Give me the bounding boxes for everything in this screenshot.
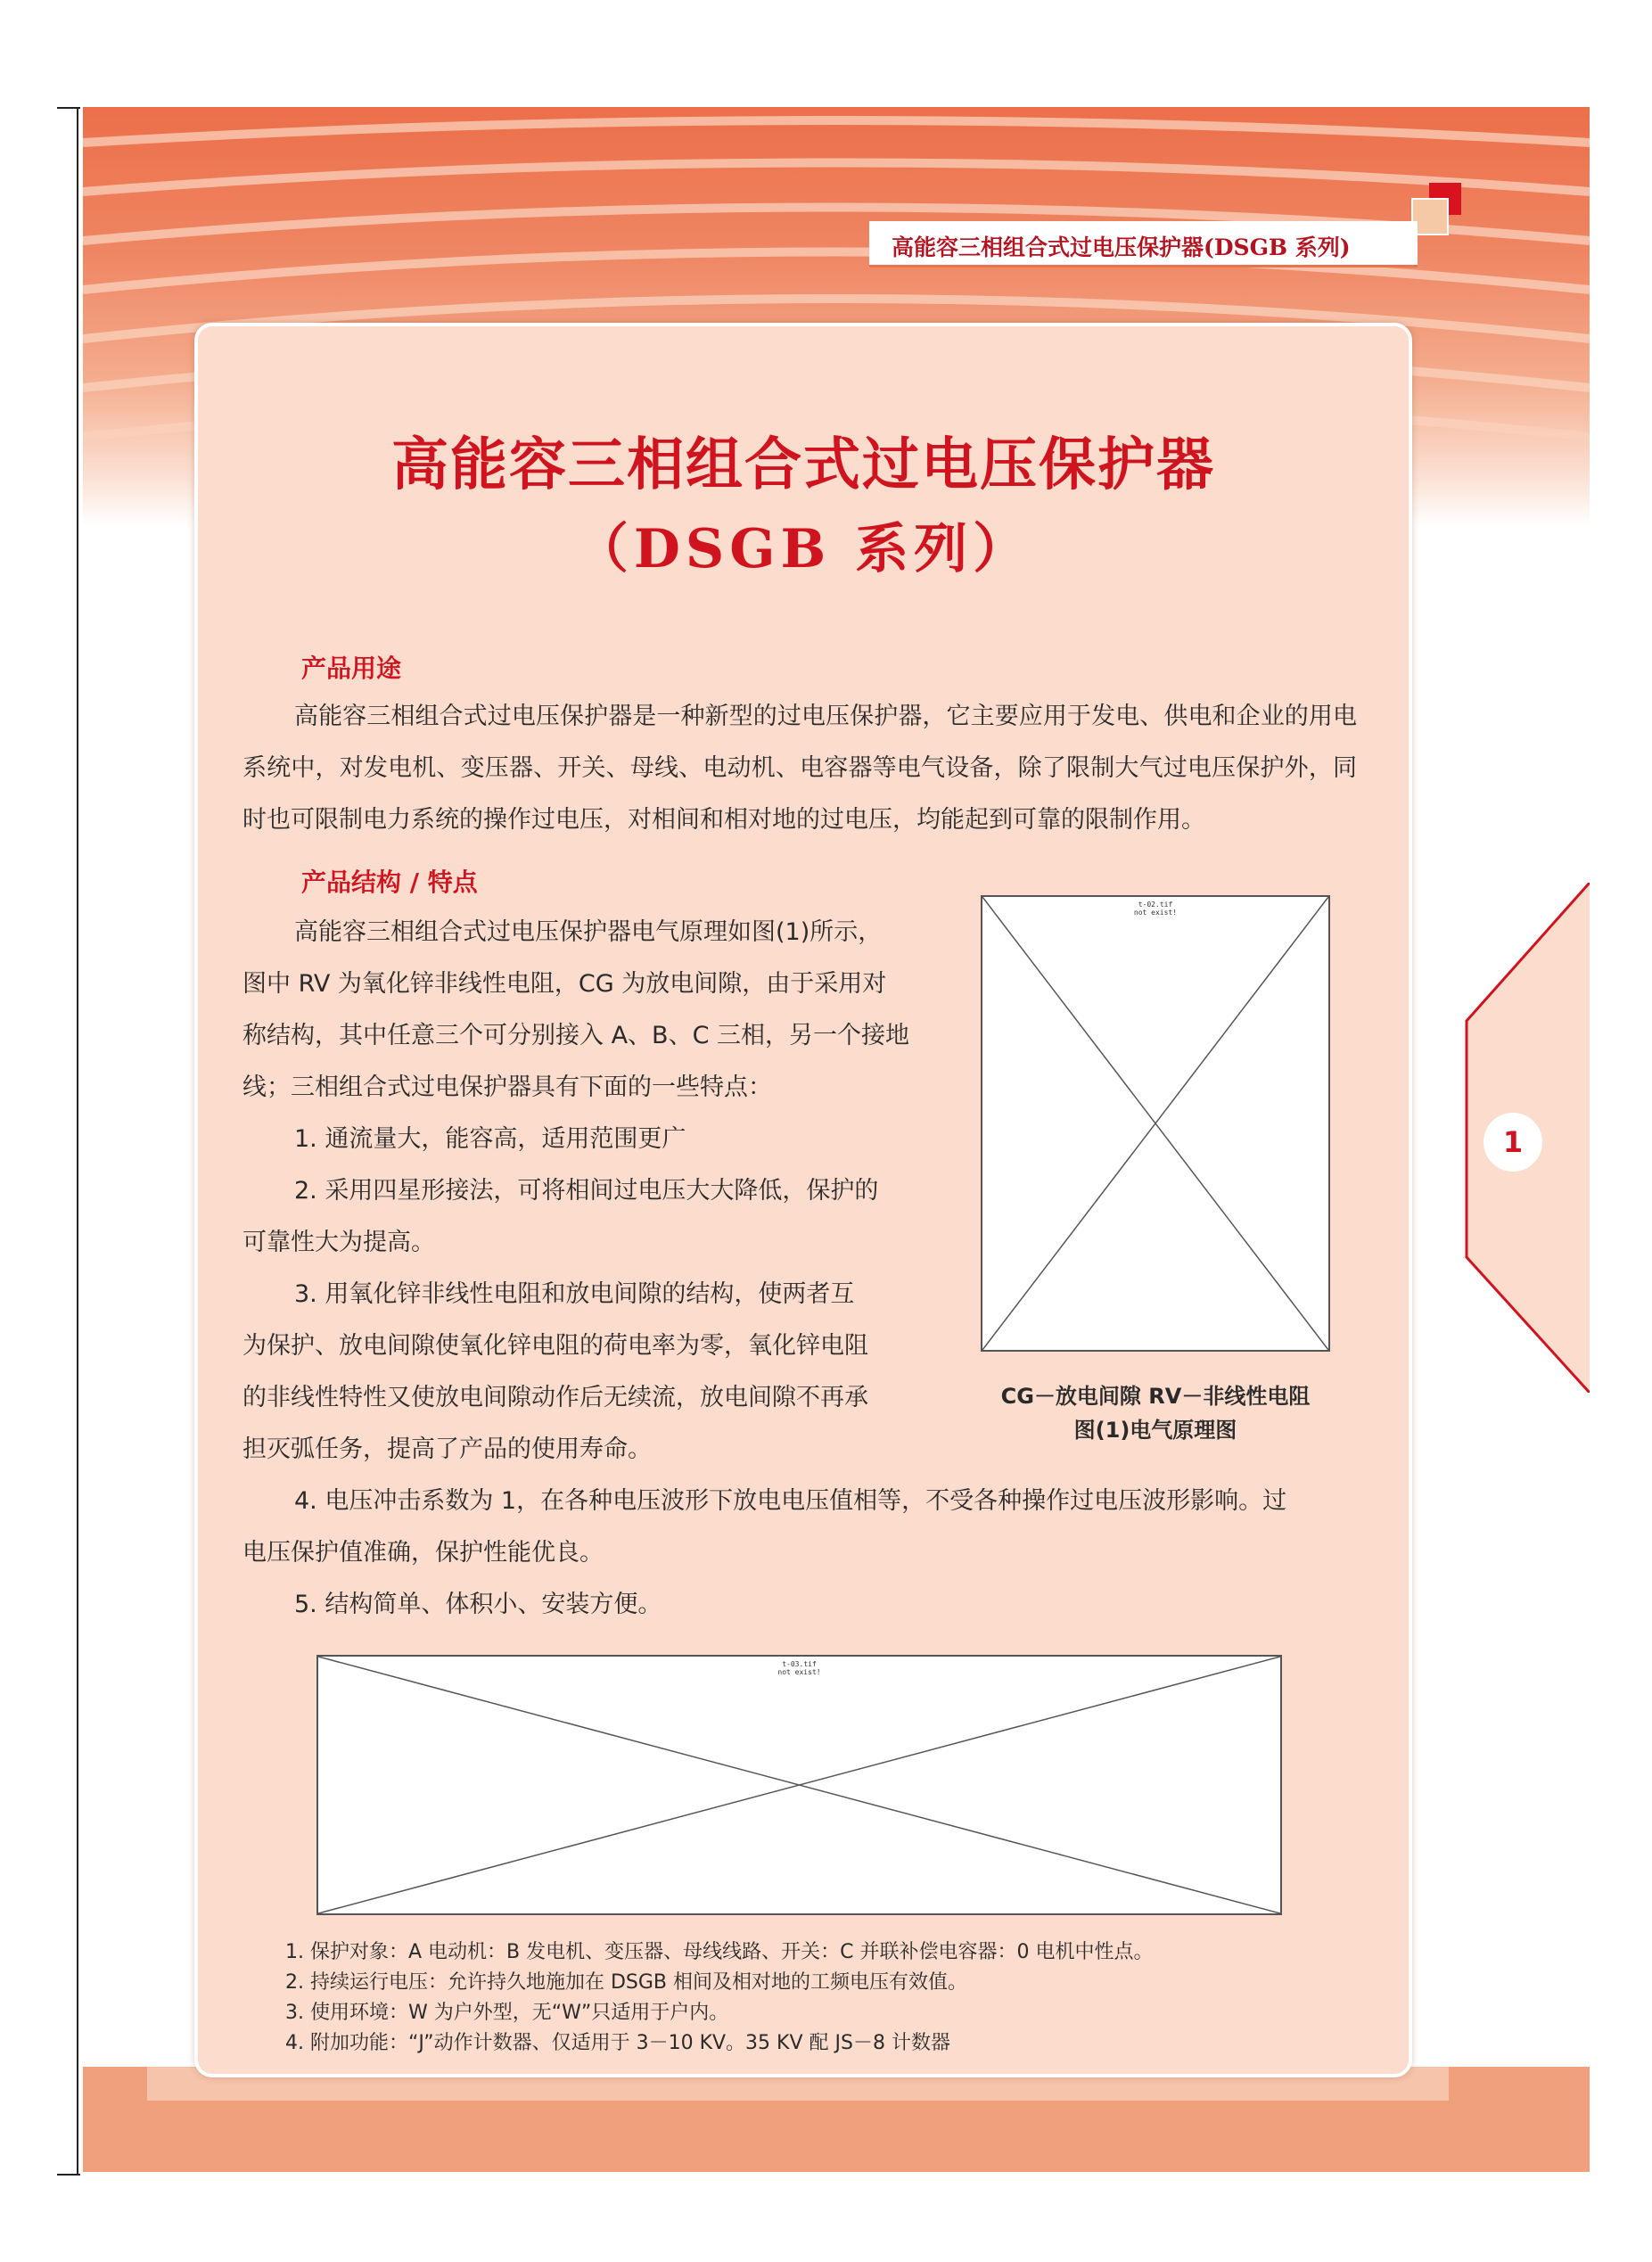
body-line: 图中 RV 为氧化锌非线性电阻，CG 为放电间隙，由于采用对: [242, 970, 887, 998]
note-item: 3. 使用环境：W 为户外型，无“W”只适用于户内。: [285, 2002, 729, 2024]
figure-2-placeholder: [316, 1655, 1282, 1915]
figure-1-missing-label: t-02.tif not exist!: [1133, 901, 1178, 917]
note-item: 4. 附加功能：“J”动作计数器、仅适用于 3－10 KV。35 KV 配 JS－8 计数器: [285, 2032, 950, 2054]
body-line: 的非线性特性又使放电间隙动作后无续流，放电间隙不再承: [242, 1384, 868, 1411]
footer-band: [83, 2067, 1590, 2172]
body-line: 电压保护值准确，保护性能优良。: [242, 1539, 604, 1567]
feature-item: 1. 通流量大，能容高，适用范围更广: [294, 1125, 686, 1153]
body-line: 线；三相组合式过电保护器具有下面的一些特点：: [242, 1073, 772, 1101]
feature-item: 2. 采用四星形接法，可将相间过电压大大降低，保护的: [294, 1177, 879, 1205]
section-heading-usage: 产品用途: [301, 654, 402, 683]
body-line: 担灭弧任务，提高了产品的使用寿命。: [242, 1435, 652, 1463]
body-line: 高能容三相组合式过电压保护器电气原理如图(1)所示，: [294, 918, 883, 946]
figure-1-caption: 图(1)电气原理图: [1073, 1418, 1237, 1443]
page-subtitle: （DSGB 系列）: [574, 518, 1032, 580]
figure-2-missing-label: t-03.tif not exist!: [777, 1660, 821, 1676]
page-title: 高能容三相组合式过电压保护器: [391, 432, 1215, 498]
crop-mark-bottom: [57, 2174, 80, 2176]
body-line: 为保护、放电间隙使氧化锌电阻的荷电率为零，氧化锌电阻: [242, 1332, 868, 1360]
note-item: 1. 保护对象：A 电动机：B 发电机、变压器、母线线路、开关：C 并联补偿电容器：0 电机中性点。: [285, 1941, 1154, 1963]
running-header: 高能容三相组合式过电压保护器(DSGB 系列): [892, 234, 1351, 260]
crop-mark-left: [77, 107, 78, 2176]
figure-1-placeholder: [981, 895, 1330, 1352]
note-item: 2. 持续运行电压：允许持久地施加在 DSGB 相间及相对地的工频电压有效值。: [285, 1971, 968, 1994]
figure-1-legend: CG－放电间隙 RV－非线性电阻: [1000, 1384, 1311, 1409]
feature-item: 3. 用氧化锌非线性电阻和放电间隙的结构，使两者互: [294, 1280, 855, 1308]
section-heading-structure: 产品结构 / 特点: [301, 868, 478, 897]
body-line: 称结构，其中任意三个可分别接入 A、B、C 三相，另一个接地: [242, 1022, 910, 1049]
section-usage-body: 高能容三相组合式过电压保护器是一种新型的过电压保护器，它主要应用于发电、供电和企业的用电系统中，对发电机、变压器、开关、母线、电动机、电容器等电气设备，除了限制大气过电压保护外，同时也可限制电力系统的操作过电压，对相间和相对地的过电压，均能起到可靠的限制作用。: [242, 703, 1357, 834]
page-number: 1: [1484, 1113, 1542, 1172]
body-line: 可靠性大为提高。: [242, 1229, 435, 1256]
feature-item: 5. 结构简单、体积小、安装方便。: [294, 1591, 662, 1618]
feature-item: 4. 电压冲击系数为 1，在各种电压波形下放电电压值相等，不受各种操作过电压波形影响。过: [294, 1487, 1287, 1515]
